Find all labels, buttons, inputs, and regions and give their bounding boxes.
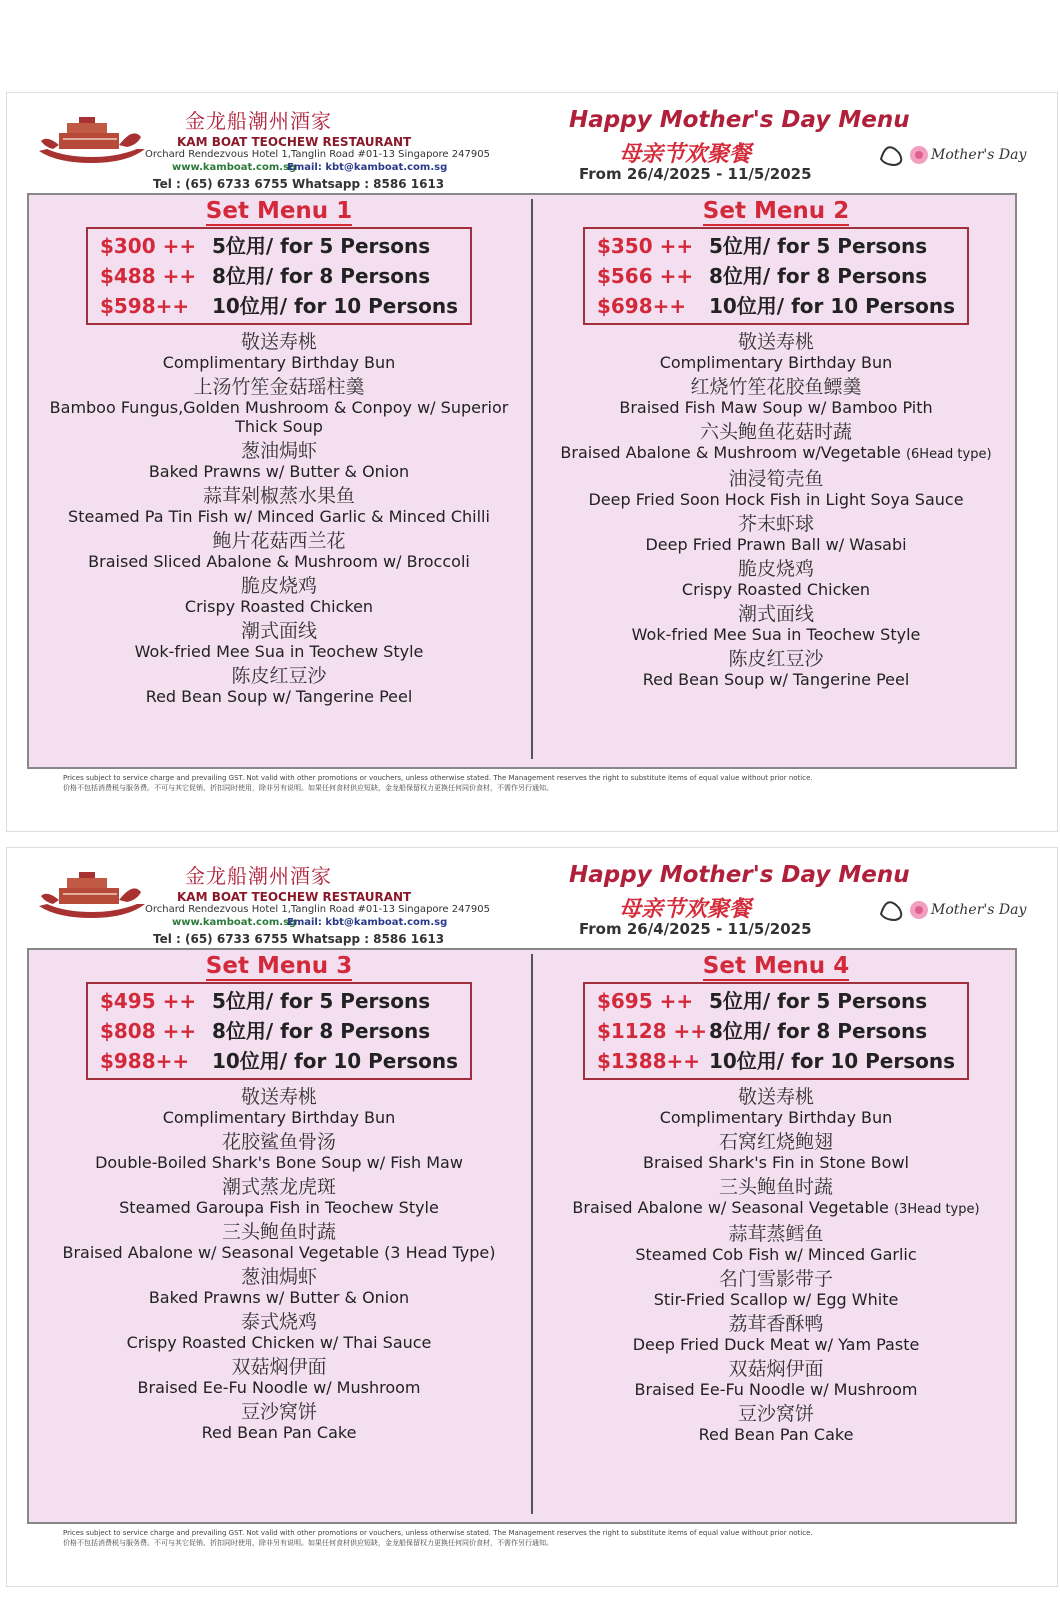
dish-name-zh: 脆皮烧鸡: [737, 558, 814, 580]
restaurant-email: Email: kbt@kamboat.com.sg: [287, 162, 448, 173]
price-row: [597, 1016, 955, 1046]
dish-name-zh: 石窝红烧鲍翅: [718, 1131, 833, 1153]
dish-name-en: [533, 535, 1019, 554]
dish-item: [29, 1086, 529, 1127]
dish-name-en-text: Braised Abalone & Mushroom w/Vegetable: [560, 443, 901, 462]
price-row: [597, 291, 955, 321]
price-amount: $598++: [99, 294, 190, 318]
dish-name-en: [29, 642, 529, 661]
price-description: 8位用/ for 8 Persons: [708, 264, 928, 288]
price-amount: $808 ++: [99, 1019, 197, 1043]
dish-name-zh: 潮式面线: [737, 603, 814, 625]
set-menu-column: [29, 950, 529, 1522]
dish-name-zh: 红烧竹笙花胶鱼鳔羹: [690, 376, 862, 398]
dish-item: [533, 1131, 1019, 1172]
dish-item: [29, 1266, 529, 1307]
dish-name-zh: 葱油焗虾: [240, 1266, 317, 1288]
restaurant-name-en: KAM BOAT TEOCHEW RESTAURANT: [177, 135, 412, 149]
dish-name-en: [29, 1108, 529, 1127]
dish-name-en: [533, 1153, 1019, 1172]
dragon-boat-logo-icon: [37, 870, 147, 922]
price-box: [86, 227, 472, 325]
dish-name-en: [533, 670, 1019, 689]
dish-name-zh: 六头鲍鱼花菇时蔬: [699, 421, 852, 443]
dish-name-en-text: Braised Shark's Fin in Stone Bowl: [643, 1153, 909, 1172]
dish-name-zh: 陈皮红豆沙: [728, 648, 824, 670]
price-amount: $698++: [596, 294, 687, 318]
dish-name-en-text: Complimentary Birthday Bun: [162, 353, 396, 372]
dish-name-en-text: Deep Fried Duck Meat w/ Yam Paste: [632, 1335, 920, 1354]
dish-name-en: [29, 1423, 529, 1442]
dish-item: [29, 1311, 529, 1352]
price-amount: $566 ++: [596, 264, 694, 288]
price-box: [86, 982, 472, 1080]
dish-item: [533, 1403, 1019, 1444]
dish-name-en: [29, 1378, 529, 1397]
dish-name-en: [29, 507, 529, 526]
dish-name-en-text: Crispy Roasted Chicken w/ Thai Sauce: [126, 1333, 432, 1352]
dish-item: [29, 1176, 529, 1217]
dish-name-en: [29, 1288, 529, 1307]
dish-name-en: [533, 580, 1019, 599]
dish-name-en: [29, 687, 529, 706]
price-row: [100, 986, 458, 1016]
dish-name-zh: 葱油焗虾: [240, 440, 317, 462]
fine-print-zh: 价格不包括消费税与服务费。不可与其它促销、折扣同时使用，除非另有说明。如果任何食材供应短缺，金龙船保留权力更换任何同价食材，不需作另行通知。: [63, 1539, 553, 1547]
price-row: [100, 1046, 458, 1076]
dish-name-en-text: Stir-Fried Scallop w/ Egg White: [653, 1290, 899, 1309]
dish-name-zh: 陈皮红豆沙: [231, 665, 327, 687]
mothers-day-logo-text: Mother's Day: [931, 147, 1027, 163]
promo-title-en: Happy Mother's Day Menu: [569, 107, 910, 133]
dish-name-en-text: Wok-fried Mee Sua in Teochew Style: [631, 625, 921, 644]
restaurant-name-zh: 金龙船潮州酒家: [185, 864, 332, 888]
price-amount: $695 ++: [596, 989, 694, 1013]
dish-item: [533, 1268, 1019, 1309]
dish-name-en-text: Baked Prawns w/ Butter & Onion: [148, 1288, 410, 1307]
dish-item: [29, 440, 529, 481]
dish-name-zh: 芥末虾球: [737, 513, 814, 535]
set-menu-title-text: Set Menu 1: [205, 198, 353, 224]
restaurant-contact: Tel : (65) 6733 6755 Whatsapp : 8586 1613: [153, 177, 445, 191]
dish-name-en-text: Steamed Garoupa Fish in Teochew Style: [119, 1198, 439, 1217]
dish-name-en: [29, 1198, 529, 1217]
dish-name-en: [533, 1198, 1019, 1219]
price-amount: $988++: [99, 1049, 190, 1073]
dish-item: [533, 1086, 1019, 1127]
dish-name-en: [533, 398, 1019, 417]
dish-name-en: [533, 625, 1019, 644]
set-menu-column: [29, 195, 529, 767]
dish-name-zh: 蒜茸蒸鳕鱼: [728, 1223, 824, 1245]
price-amount: $300 ++: [99, 234, 197, 258]
dish-name-en: [533, 1245, 1019, 1264]
dish-name-zh: 双菇焖伊面: [728, 1358, 824, 1380]
price-amount: $1388++: [596, 1049, 701, 1073]
mothers-day-logo-icon: [875, 884, 1027, 932]
dish-item: [29, 1356, 529, 1397]
price-description: 5位用/ for 5 Persons: [708, 234, 928, 258]
price-description: 10位用/ for 10 Persons: [211, 294, 459, 318]
dish-name-en: [29, 1333, 529, 1352]
dish-name-zh: 鲍片花菇西兰花: [212, 530, 346, 552]
dish-list: [29, 1086, 529, 1442]
set-menu-title: [533, 952, 1019, 980]
dish-list: [29, 331, 529, 706]
dish-item: [533, 1176, 1019, 1219]
promo-title-en: Happy Mother's Day Menu: [569, 862, 910, 888]
dish-name-en-text: Wok-fried Mee Sua in Teochew Style: [134, 642, 424, 661]
dish-name-zh: 敬送寿桃: [240, 1086, 317, 1108]
price-amount: $350 ++: [596, 234, 694, 258]
set-menu-title-text: Set Menu 4: [702, 953, 850, 979]
mothers-day-logo-text: Mother's Day: [931, 902, 1027, 918]
dish-name-zh: 双菇焖伊面: [231, 1356, 327, 1378]
sheet-header: [7, 848, 1057, 948]
dish-item: [533, 376, 1019, 417]
promo-title-zh: 母亲节欢聚餐: [619, 896, 752, 922]
menu-sheet: [6, 92, 1058, 832]
dish-item: [533, 603, 1019, 644]
dish-name-en-text: Braised Ee-Fu Noodle w/ Mushroom: [137, 1378, 421, 1397]
dish-name-zh: 潮式面线: [240, 620, 317, 642]
dish-name-en-text: Double-Boiled Shark's Bone Soup w/ Fish Maw: [95, 1153, 463, 1172]
price-amount: $488 ++: [99, 264, 197, 288]
set-menu-title-text: Set Menu 3: [205, 953, 353, 979]
dish-name-en: [533, 1290, 1019, 1309]
dish-list: [533, 1086, 1019, 1444]
price-row: [597, 231, 955, 261]
dish-name-en: [533, 353, 1019, 372]
dish-name-en: [533, 1425, 1019, 1444]
dish-item: [533, 1223, 1019, 1264]
set-menu-title: [29, 952, 529, 980]
dish-item: [533, 648, 1019, 689]
dish-name-en-text: Complimentary Birthday Bun: [162, 1108, 396, 1127]
dish-name-en: [29, 353, 529, 372]
price-row: [597, 986, 955, 1016]
dish-name-en: [29, 552, 529, 571]
restaurant-address: Orchard Rendezvous Hotel 1,Tanglin Road #01-13 Singapore 247905: [145, 149, 490, 160]
fine-print: [63, 1528, 813, 1548]
set-menu-column: [533, 195, 1019, 767]
dish-name-en: [533, 1380, 1019, 1399]
dish-name-zh: 敬送寿桃: [240, 331, 317, 353]
price-amount: $495 ++: [99, 989, 197, 1013]
dish-item: [29, 620, 529, 661]
price-description: 8位用/ for 8 Persons: [708, 1019, 928, 1043]
dish-name-en-text: Deep Fried Soon Hock Fish in Light Soya Sauce: [588, 490, 964, 509]
dish-name-zh: 敬送寿桃: [737, 1086, 814, 1108]
dish-portion-note: (3Head type): [893, 1202, 980, 1217]
price-description: 10位用/ for 10 Persons: [708, 294, 956, 318]
dish-name-zh: 荔茸香酥鸭: [728, 1313, 824, 1335]
dish-item: [533, 421, 1019, 464]
price-row: [100, 291, 458, 321]
price-description: 8位用/ for 8 Persons: [211, 264, 431, 288]
dish-name-en-text: Bamboo Fungus,Golden Mushroom & Conpoy w/ Superior Thick Soup: [49, 398, 509, 436]
dish-name-en-text: Braised Abalone w/ Seasonal Vegetable: [572, 1198, 889, 1217]
dish-name-en-text: Crispy Roasted Chicken: [184, 597, 374, 616]
set-menu-column: [533, 950, 1019, 1522]
promo-title-zh: 母亲节欢聚餐: [619, 141, 752, 167]
dish-item: [29, 485, 529, 526]
dish-name-en: [533, 443, 1019, 464]
dish-item: [533, 558, 1019, 599]
dish-item: [533, 1313, 1019, 1354]
dish-name-en-text: Braised Ee-Fu Noodle w/ Mushroom: [634, 1380, 918, 1399]
dish-item: [533, 331, 1019, 372]
dish-name-zh: 泰式烧鸡: [240, 1311, 317, 1333]
restaurant-website: www.kamboat.com.sg: [172, 917, 297, 928]
dish-item: [29, 1401, 529, 1442]
dish-name-en-text: Steamed Cob Fish w/ Minced Garlic: [635, 1245, 917, 1264]
price-box: [583, 227, 969, 325]
dish-item: [29, 530, 529, 571]
dish-name-zh: 三头鲍鱼时蔬: [718, 1176, 833, 1198]
dish-name-en-text: Deep Fried Prawn Ball w/ Wasabi: [645, 535, 907, 554]
dish-list: [533, 331, 1019, 689]
dragon-boat-logo-icon: [37, 115, 147, 167]
dish-name-zh: 蒜茸剁椒蒸水果鱼: [202, 485, 355, 507]
price-row: [597, 1046, 955, 1076]
dish-name-en: [533, 1335, 1019, 1354]
dish-name-en-text: Crispy Roasted Chicken: [681, 580, 871, 599]
dish-portion-note: (6Head type): [905, 447, 992, 462]
menu-sheet: [6, 847, 1058, 1587]
dish-name-en: [29, 1243, 529, 1262]
dish-name-en: [29, 462, 529, 481]
dish-name-zh: 脆皮烧鸡: [240, 575, 317, 597]
dish-name-en: [533, 1108, 1019, 1127]
price-row: [100, 231, 458, 261]
dish-name-zh: 豆沙窝饼: [737, 1403, 814, 1425]
dish-name-zh: 敬送寿桃: [737, 331, 814, 353]
fine-print: [63, 773, 813, 793]
dish-name-en-text: Steamed Pa Tin Fish w/ Minced Garlic & Minced Chilli: [68, 507, 490, 526]
restaurant-email: Email: kbt@kamboat.com.sg: [287, 917, 448, 928]
price-description: 5位用/ for 5 Persons: [708, 989, 928, 1013]
dish-name-en-text: Red Bean Soup w/ Tangerine Peel: [145, 687, 413, 706]
dish-item: [533, 468, 1019, 509]
dish-name-zh: 三头鲍鱼时蔬: [221, 1221, 336, 1243]
restaurant-address: Orchard Rendezvous Hotel 1,Tanglin Road #01-13 Singapore 247905: [145, 904, 490, 915]
dish-name-en-text: Complimentary Birthday Bun: [659, 353, 893, 372]
price-row: [100, 261, 458, 291]
price-description: 8位用/ for 8 Persons: [211, 1019, 431, 1043]
dish-item: [29, 331, 529, 372]
dish-name-en-text: Baked Prawns w/ Butter & Onion: [148, 462, 410, 481]
dish-name-zh: 上汤竹笙金菇瑶柱羹: [193, 376, 365, 398]
dish-name-en-text: Red Bean Pan Cake: [201, 1423, 357, 1442]
restaurant-website: www.kamboat.com.sg: [172, 162, 297, 173]
dish-item: [29, 376, 529, 436]
dish-name-en-text: Red Bean Soup w/ Tangerine Peel: [642, 670, 910, 689]
dish-name-zh: 油浸筍壳鱼: [728, 468, 824, 490]
price-description: 5位用/ for 5 Persons: [211, 989, 431, 1013]
dish-name-en: [29, 1153, 529, 1172]
menu-panel: [27, 948, 1017, 1524]
dish-name-en-text: Braised Abalone w/ Seasonal Vegetable (3 Head Type): [62, 1243, 496, 1262]
dish-name-en-text: Complimentary Birthday Bun: [659, 1108, 893, 1127]
fine-print-en: Prices subject to service charge and prevailing GST. Not valid with other promotions or vouchers, unless otherwise stated. The Management reserves the right to substitute items of equal value without prior notice.: [63, 774, 813, 782]
mothers-day-logo-icon: [875, 129, 1027, 177]
dish-name-zh: 豆沙窝饼: [240, 1401, 317, 1423]
set-menu-title: [533, 197, 1019, 225]
dish-name-en: [29, 398, 529, 436]
set-menu-title-text: Set Menu 2: [702, 198, 850, 224]
fine-print-zh: 价格不包括消费税与服务费。不可与其它促销、折扣同时使用，除非另有说明。如果任何食材供应短缺，金龙船保留权力更换任何同价食材，不需作另行通知。: [63, 784, 553, 792]
price-description: 10位用/ for 10 Persons: [708, 1049, 956, 1073]
promo-dates: From 26/4/2025 - 11/5/2025: [579, 920, 812, 938]
restaurant-name-en: KAM BOAT TEOCHEW RESTAURANT: [177, 890, 412, 904]
dish-name-en-text: Braised Sliced Abalone & Mushroom w/ Broccoli: [88, 552, 470, 571]
dish-name-zh: 名门雪影带子: [718, 1268, 833, 1290]
price-row: [100, 1016, 458, 1046]
price-row: [597, 261, 955, 291]
set-menu-title: [29, 197, 529, 225]
restaurant-name-zh: 金龙船潮州酒家: [185, 109, 332, 133]
restaurant-contact: Tel : (65) 6733 6755 Whatsapp : 8586 1613: [153, 932, 445, 946]
sheet-header: [7, 93, 1057, 193]
dish-item: [29, 1131, 529, 1172]
dish-name-en-text: Braised Fish Maw Soup w/ Bamboo Pith: [619, 398, 933, 417]
dish-item: [533, 1358, 1019, 1399]
promo-dates: From 26/4/2025 - 11/5/2025: [579, 165, 812, 183]
price-description: 10位用/ for 10 Persons: [211, 1049, 459, 1073]
dish-name-zh: 花胶鲨鱼骨汤: [221, 1131, 336, 1153]
dish-item: [29, 575, 529, 616]
dish-item: [29, 1221, 529, 1262]
price-amount: $1128 ++: [596, 1019, 708, 1043]
dish-name-en: [29, 597, 529, 616]
dish-name-zh: 潮式蒸龙虎斑: [221, 1176, 336, 1198]
dish-item: [29, 665, 529, 706]
dish-name-en-text: Red Bean Pan Cake: [698, 1425, 854, 1444]
dish-item: [533, 513, 1019, 554]
fine-print-en: Prices subject to service charge and prevailing GST. Not valid with other promotions or vouchers, unless otherwise stated. The Management reserves the right to substitute items of equal value without prior notice.: [63, 1529, 813, 1537]
price-box: [583, 982, 969, 1080]
dish-name-en: [533, 490, 1019, 509]
price-description: 5位用/ for 5 Persons: [211, 234, 431, 258]
menu-panel: [27, 193, 1017, 769]
